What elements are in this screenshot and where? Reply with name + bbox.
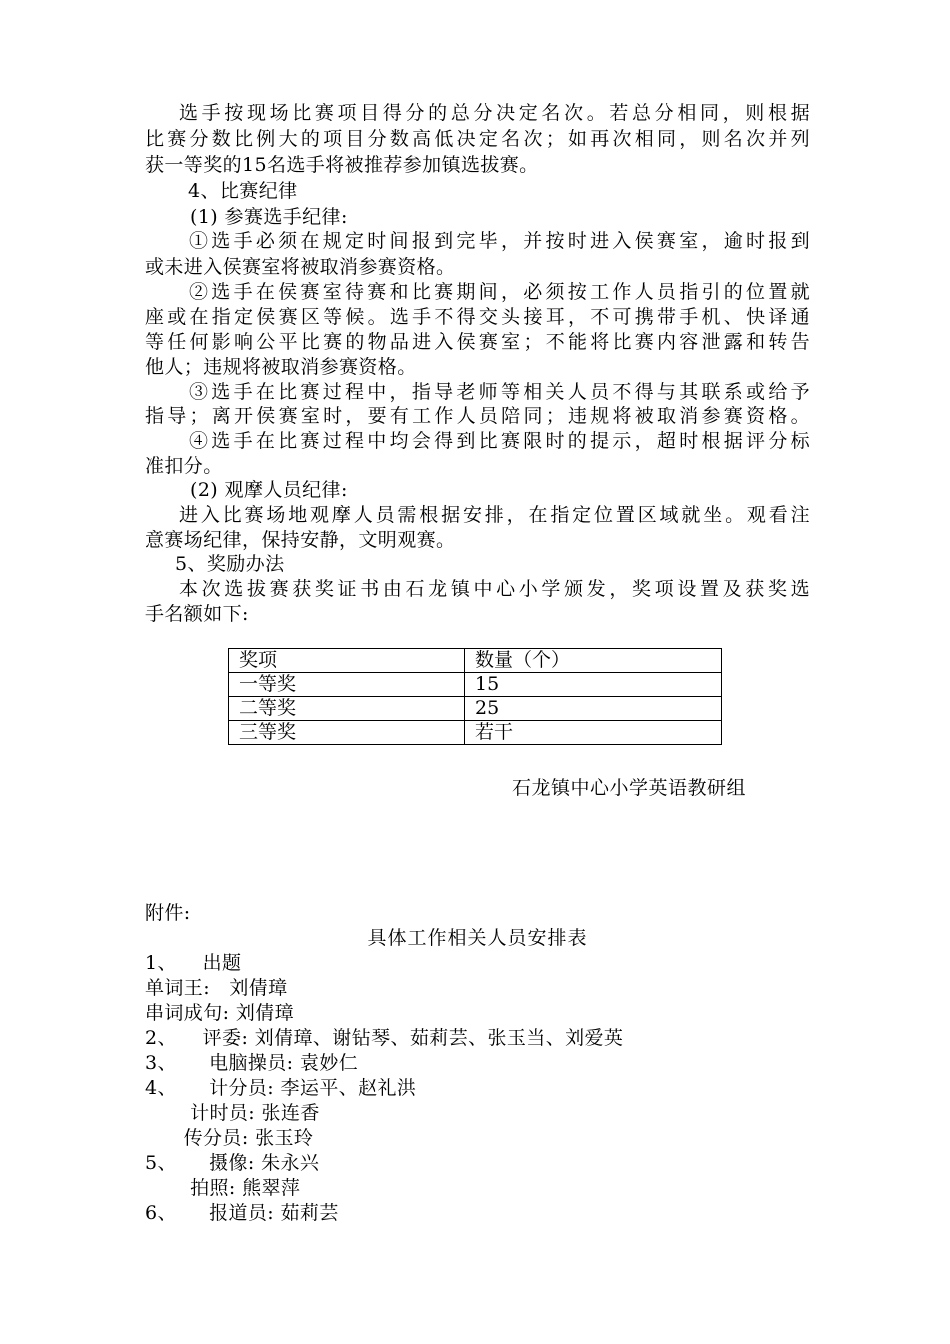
award-name: 三等奖	[229, 721, 465, 745]
contestant-rule-line-8: 指导；离开侯赛室时，要有工作人员陪同；违规将被取消参赛资格。	[145, 405, 810, 427]
observer-rule-line-2: 意赛场纪律，保持安静，文明观赛。	[145, 529, 456, 551]
contestant-rule-line-3: ②选手在侯赛室待赛和比赛期间，必须按工作人员指引的位置就	[189, 281, 810, 303]
table-row	[229, 697, 722, 721]
table-header-row	[229, 649, 722, 673]
observer-rule-line-1: 进入比赛场地观摩人员需根据安排，在指定位置区域就坐。观看注	[179, 504, 810, 526]
observer-heading: (2) 观摩人员纪律:	[190, 479, 348, 501]
ranking-line-1: 选手按现场比赛项目得分的总分决定名次。若总分相同，则根据	[179, 102, 810, 124]
contestant-rule-line-1: ①选手必须在规定时间报到完毕，并按时进入侯赛室，逾时报到	[189, 230, 810, 252]
attachment-label: 附件:	[145, 902, 191, 924]
attachment-line-10: 拍照: 熊翠萍	[145, 1177, 301, 1199]
table-row	[229, 721, 722, 745]
attachment-line-1: 1、 出题	[145, 952, 242, 974]
attachment-line-6: 4、 计分员: 李运平、赵礼洪	[145, 1077, 417, 1099]
award-count: 若干	[465, 721, 722, 745]
contestant-rule-line-9: ④选手在比赛过程中均会得到比赛限时的提示，超时根据评分标	[189, 430, 810, 452]
award-name: 一等奖	[229, 673, 465, 697]
award-intro-line-2: 手名额如下:	[145, 603, 249, 625]
attachment-line-11: 6、 报道员: 茹莉芸	[145, 1202, 339, 1224]
header-award: 奖项	[229, 649, 465, 673]
contestant-rule-line-6: 他人；违规将被取消参赛资格。	[145, 356, 417, 378]
award-name: 二等奖	[229, 697, 465, 721]
award-intro-line-1: 本次选拔赛获奖证书由石龙镇中心小学颁发，奖项设置及获奖选	[179, 578, 810, 600]
contestant-rule-line-7: ③选手在比赛过程中，指导老师等相关人员不得与其联系或给予	[189, 381, 810, 403]
award-count: 25	[465, 697, 722, 721]
attachment-line-3: 串词成句: 刘倩璋	[145, 1002, 295, 1024]
attachment-line-2: 单词王: 刘倩璋	[145, 977, 288, 999]
attachment-title: 具体工作相关人员安排表	[367, 927, 588, 949]
attachment-line-7: 计时员: 张连香	[145, 1102, 320, 1124]
contestant-rule-line-5: 等任何影响公平比赛的物品进入侯赛室；不能将比赛内容泄露和转告	[145, 331, 810, 353]
award-count: 15	[465, 673, 722, 697]
awards-table	[228, 648, 722, 745]
signature: 石龙镇中心小学英语教研组	[512, 777, 747, 799]
contestant-rule-line-4: 座或在指定侯赛区等候。选手不得交头接耳，不可携带手机、快译通	[145, 306, 810, 328]
discipline-heading: 4、比赛纪律	[188, 180, 298, 202]
award-heading: 5、奖励办法	[175, 553, 285, 575]
contestant-rule-line-2: 或未进入侯赛室将被取消参赛资格。	[145, 256, 456, 278]
attachment-line-8: 传分员: 张玉玲	[145, 1127, 314, 1149]
contestant-rule-line-10: 准扣分。	[145, 455, 223, 477]
header-quantity: 数量（个）	[465, 649, 722, 673]
table-row	[229, 673, 722, 697]
contestant-heading: (1) 参赛选手纪律:	[190, 206, 348, 228]
attachment-line-4: 2、 评委: 刘倩璋、谢钻琴、茹莉芸、张玉当、刘爱英	[145, 1027, 624, 1049]
attachment-line-5: 3、 电脑操员: 袁妙仁	[145, 1052, 359, 1074]
ranking-line-3: 获一等奖的15名选手将被推荐参加镇选拔赛。	[145, 154, 539, 176]
ranking-line-2: 比赛分数比例大的项目分数高低决定名次；如再次相同，则名次并列	[145, 128, 810, 150]
attachment-line-9: 5、 摄像: 朱永兴	[145, 1152, 320, 1174]
